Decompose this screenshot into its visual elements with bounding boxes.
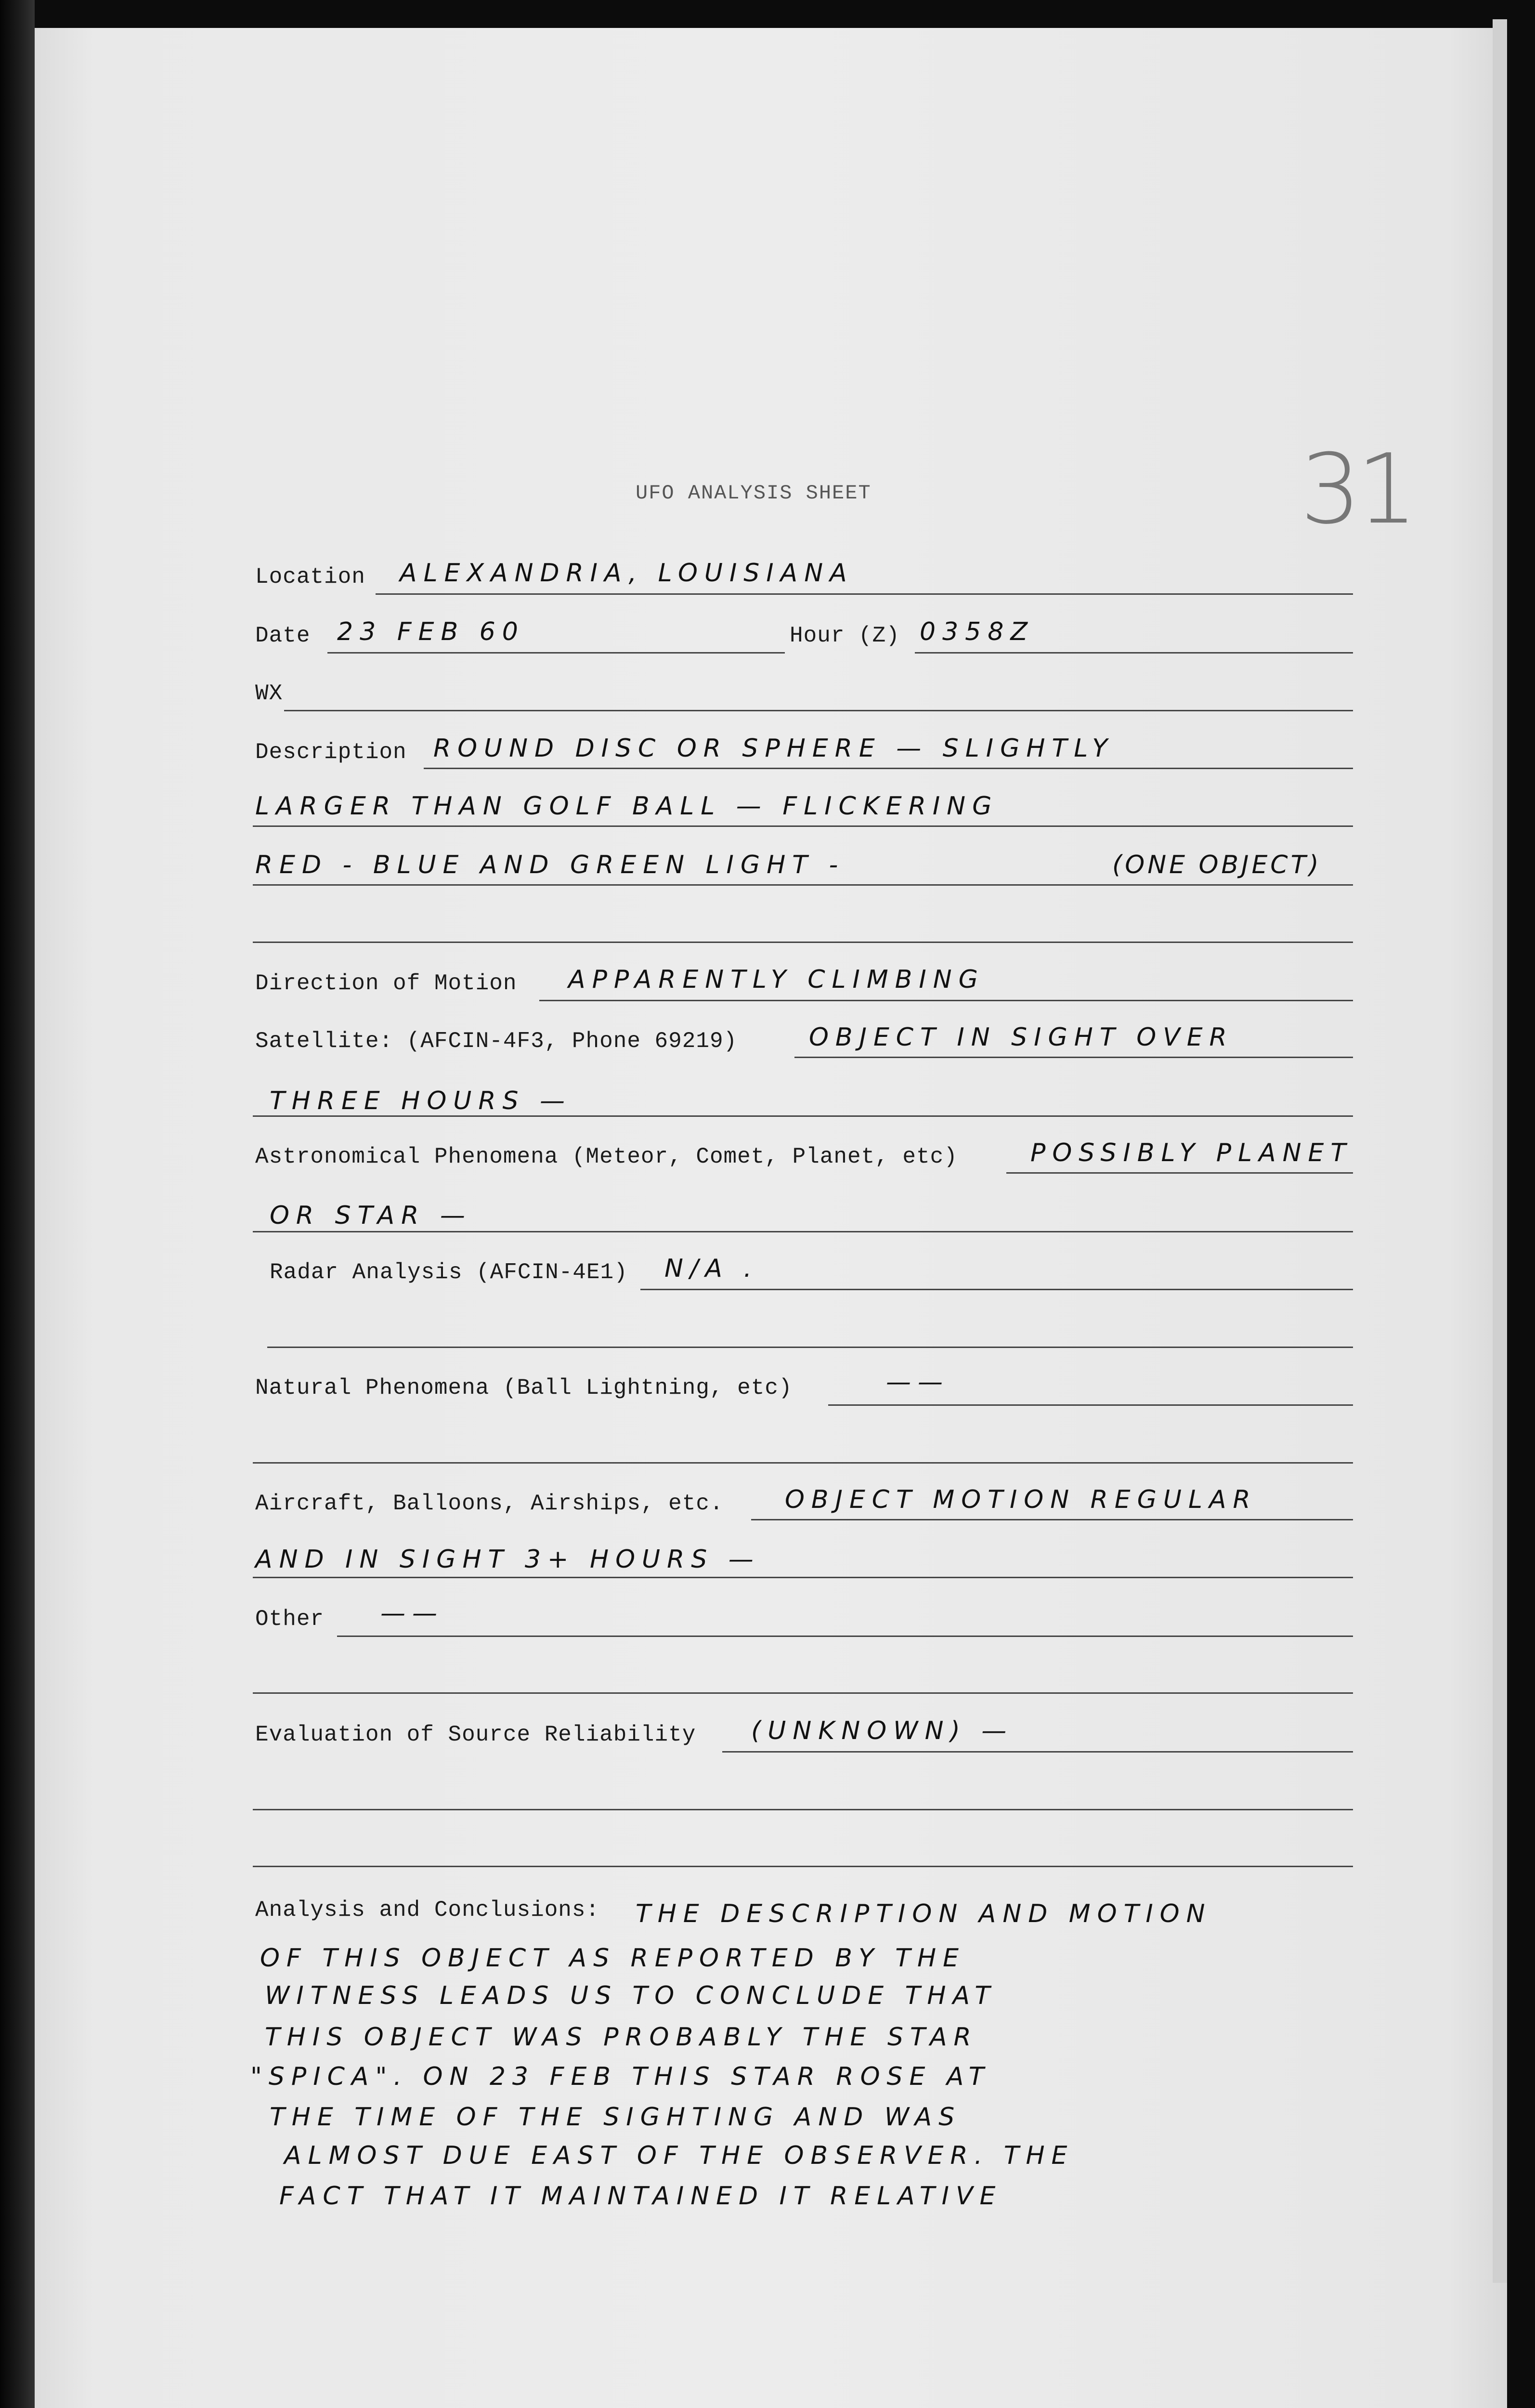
description-line-2: LARGER THAN GOLF BALL — FLICKERING [255,792,999,821]
description-rule-3 [253,884,1353,886]
wx-label: WX [255,681,283,706]
analysis-line-2: OF THIS OBJECT AS REPORTED BY THE [260,1944,965,1973]
analysis-line-3: WITNESS LEADS US TO CONCLUDE THAT [265,1981,997,2010]
description-line-4: (ONE OBJECT) [1112,851,1322,879]
radar-value: N/A . [664,1254,759,1283]
aircraft-rule-1 [751,1519,1353,1520]
satellite-line-1: OBJECT IN SIGHT OVER [809,1023,1234,1052]
aircraft-line-1: OBJECT MOTION REGULAR [785,1485,1257,1514]
other-rule-2 [253,1692,1353,1694]
satellite-line-2: THREE HOURS — [270,1086,572,1115]
analysis-line-5: "SPICA". ON 23 FEB THIS STAR ROSE AT [250,2062,991,2091]
description-rule-1 [424,768,1353,769]
analysis-line-4: THIS OBJECT WAS PROBABLY THE STAR [265,2023,978,2052]
aircraft-label: Aircraft, Balloons, Airships, etc. [255,1491,724,1516]
radar-label: Radar Analysis (AFCIN-4E1) [270,1260,628,1285]
other-value: —— [380,1599,444,1628]
page-title: UFO ANALYSIS SHEET [636,482,872,505]
analysis-line-8: FACT THAT IT MAINTAINED IT RELATIVE [279,2182,1002,2211]
astronomical-line-1: POSSIBLY PLANET [1030,1139,1353,1167]
analysis-label: Analysis and Conclusions: [255,1898,600,1923]
radar-line [640,1289,1353,1290]
scan-left-edge [0,0,35,2408]
direction-label: Direction of Motion [255,971,517,996]
description-label: Description [255,740,407,765]
wx-line [284,710,1353,711]
description-rule-2 [253,825,1353,827]
description-line-1: ROUND DISC OR SPHERE — SLIGHTLY [433,734,1115,763]
direction-line [539,1000,1353,1001]
date-line [327,652,785,654]
natural-label: Natural Phenomena (Ball Lightning, etc) [255,1375,793,1400]
natural-line [828,1404,1353,1406]
reliability-line [722,1751,1353,1753]
date-value: 23 FEB 60 [337,617,525,646]
reliability-rule-2 [253,1809,1353,1810]
location-line [376,593,1353,595]
satellite-rule-1 [794,1057,1353,1058]
analysis-line-6: THE TIME OF THE SIGHTING AND WAS [270,2103,962,2132]
hour-value: 0358Z [920,617,1034,646]
direction-value: APPARENTLY CLIMBING [568,965,985,994]
other-line [337,1636,1353,1637]
analysis-line-7: ALMOST DUE EAST OF THE OBSERVER. THE [284,2141,1074,2170]
hour-line [915,652,1353,654]
hour-label: Hour (Z) [790,623,900,648]
description-rule-4 [253,942,1353,943]
astronomical-line-2: OR STAR — [270,1201,472,1230]
page-number: 31 [1300,433,1413,546]
natural-rule-2 [253,1462,1353,1464]
location-value: ALEXANDRIA, LOUISIANA [400,559,854,588]
paper-right-edge [1493,19,1507,2283]
reliability-label: Evaluation of Source Reliability [255,1722,696,1747]
astronomical-rule-1 [1006,1172,1353,1174]
satellite-rule-2 [253,1115,1353,1117]
reliability-rule-3 [253,1866,1353,1867]
aircraft-rule-2 [253,1577,1353,1578]
date-label: Date [255,623,311,648]
location-label: Location [255,564,365,589]
astronomical-rule-2 [253,1231,1353,1232]
other-label: Other [255,1607,325,1632]
natural-value: —— [886,1368,950,1397]
description-line-3: RED - BLUE AND GREEN LIGHT - [255,851,845,879]
radar-rule-2 [267,1347,1353,1348]
reliability-value: (UNKNOWN) — [751,1716,1014,1745]
analysis-line-1: THE DESCRIPTION AND MOTION [636,1899,1212,1928]
satellite-label: Satellite: (AFCIN-4F3, Phone 69219) [255,1029,738,1054]
astronomical-label: Astronomical Phenomena (Meteor, Comet, Planet, etc) [255,1144,958,1169]
aircraft-line-2: AND IN SIGHT 3+ HOURS — [255,1545,760,1574]
